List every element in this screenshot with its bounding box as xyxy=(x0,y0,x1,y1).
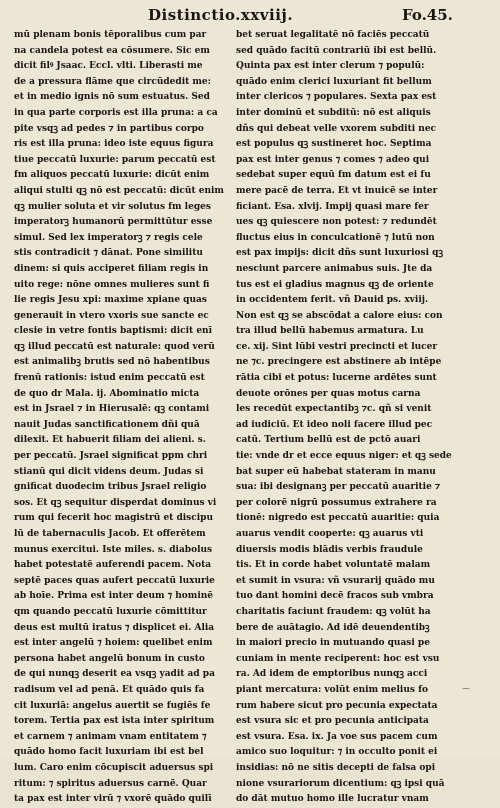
text-line: do dāt mutuo homo ille lucratur vnam xyxy=(236,794,429,805)
text-line: torem. Tertia pax est ista inter spiritum xyxy=(14,716,215,727)
text-line: ficiant. Esa. xlvij. Impij quasi mare fer xyxy=(236,201,429,212)
text-line: lum. Caro enim cōcupiscit aduersus spi xyxy=(14,762,214,773)
text-line: nauit Judas sanctificationem dñi quā xyxy=(14,419,200,430)
text-line: est pax impijs: dicit dñs sunt luxuriosi qꝫ xyxy=(236,248,444,259)
text-line: et carnem ⁊ animam vnam entitatem ⁊ xyxy=(14,731,207,742)
text-line: sedebat super equū fm datum est ei fu xyxy=(236,170,431,181)
text-line: stis contradicit ⁊ dānat. Pone similitu xyxy=(14,248,203,259)
text-line: nione vsurariorum dicentium: qꝫ ipsi quā xyxy=(236,778,445,789)
text-line: aliqui stulti qꝫ nō est peccatū: dicūt enim xyxy=(14,185,224,196)
text-line: fm aliquos peccatū luxurie: dicūt enim xyxy=(14,170,210,181)
text-line: est populus qꝫ sustineret hoc. Septima xyxy=(236,139,432,150)
text-line: uito rege: nōne omnes mulieres sunt fi xyxy=(14,279,210,290)
text-line: ris est illa pruna: ideo iste equus figura xyxy=(14,139,214,150)
text-line: catū. Tertium bellū est de pctō auari xyxy=(236,435,421,446)
text-line: bet seruat legalitatē nō faciēs peccatū xyxy=(236,30,430,40)
text-line: est inter angelū ⁊ hoiem: quelibet enim xyxy=(14,638,213,649)
text-line: est vsura. Esa. ix. Ja voe sus pacem cum xyxy=(236,731,438,742)
text-line: ues qꝫ quiescere non potest: ⁊ redundēt xyxy=(236,217,437,228)
text-line: ritum: ⁊ spiritus aduersus carnē. Quar xyxy=(14,778,207,789)
text-line: ce. xij. Sint lūbi vestri precincti et lucer xyxy=(236,341,438,352)
text-line: est animalibꝫ brutis sed nō habentibus xyxy=(14,357,210,368)
text-line: clesie in vetre fontis baptismi: dicit enī xyxy=(14,326,213,337)
text-line: tis. Et in corde habet voluntatē malam xyxy=(236,560,431,571)
text-line: amico suo loquitur: ⁊ in occulto ponit ei xyxy=(236,747,438,758)
text-line: sed quādo facitū contrariū ibi est bellū. xyxy=(236,45,437,56)
text-line: sua: ibi designanꝫ per peccatū auaritie ⁊ xyxy=(236,482,441,493)
folio-number: Fo.45. xyxy=(402,6,453,24)
text-line: tuo dant homini decē fracos sub vmbra xyxy=(236,591,434,602)
left-text-column xyxy=(14,28,232,808)
text-line: dilexit. Et habuerit filiam dei alieni. s. xyxy=(14,435,206,446)
text-line: de qui nunqꝫ deserit ea vsqꝫ yadit ad pa xyxy=(14,669,215,680)
text-line: est in Jsrael ⁊ in Hierusalē: qꝫ contami xyxy=(14,404,210,415)
text-line: rātia cibi et potus: lucerne ardētes sunt xyxy=(236,373,437,384)
text-line: diuersis modis blādis verbis fraudule xyxy=(236,544,423,555)
text-line: mū plenam bonis tēporalibus cum par xyxy=(14,30,207,40)
text-line: ra. Ad idem de emptoribus nunqꝫ acci xyxy=(236,669,428,680)
text-line: munus exercitui. Iste miles. s. diabolus xyxy=(14,544,213,555)
text-line: est vsura sic et pro pecunia anticipata xyxy=(236,716,429,727)
text-line: in maiori precio in mutuando quasi pe xyxy=(236,638,430,649)
text-line: tiue peccatū luxurie: parum peccatū est xyxy=(14,154,216,165)
text-line: auarus vendit cooperte: qꝫ auarus vti xyxy=(236,529,424,539)
text-line: tionē: nigredo est peccatū auaritie: quia xyxy=(236,513,440,524)
text-line: gnificat duodecim tribus Jsrael religio xyxy=(14,482,207,493)
right-text-column xyxy=(236,28,454,808)
text-line: bat super eū habebat stateram in manu xyxy=(236,466,436,477)
text-line: dinem: si quis acciperet filiam regis in xyxy=(14,263,209,274)
text-line: tus est ei gladius magnus qꝫ de oriente xyxy=(236,279,434,290)
text-line: imperatorꝫ humanorū permittūtur esse xyxy=(14,217,213,228)
text-line: de quo dr Mala. ij. Abominatio micta xyxy=(14,388,200,399)
text-line: inter clericos ⁊ populares. Sexta pax est xyxy=(236,92,437,103)
text-line: et in medio ignis nō sum estuatus. Sed xyxy=(14,92,210,103)
text-line: deus est multū iratus ⁊ displicet ei. Alia xyxy=(14,622,215,633)
text-line: in occidentem ferit. vñ Dauid ps. xviij. xyxy=(236,295,429,306)
text-line: charitatis faciunt fraudem: qꝫ volūt ha xyxy=(236,606,431,617)
text-line: ne ⁊c. precingere est abstinere ab intēpe xyxy=(236,357,442,368)
text-line: lū de tabernaculis Jacob. Et offerētem xyxy=(14,529,206,539)
text-line: per colorē nigrū possumus extrahere ra xyxy=(236,497,437,508)
text-line: nesciunt parcere animabus suis. Jte da xyxy=(236,263,433,274)
text-line: tra illud bellū habemus armatura. Lu xyxy=(236,326,424,337)
text-line: qꝫ mulier soluta et vir solutus fm leges xyxy=(14,201,211,212)
text-line: rum qui fecerit hoc magistrū et discipu xyxy=(14,513,213,524)
text-line: pite vsqꝫ ad pedes ⁊ in partibus corpo xyxy=(14,123,204,134)
text-line: simul. Sed lex imperatorꝫ ⁊ regis cele xyxy=(14,232,203,243)
text-line: quādo homo facit luxuriam ibi est bel xyxy=(14,747,204,758)
text-line: sos. Et qꝫ sequitur disperdat dominus vi xyxy=(14,497,217,508)
text-line: habet potestatē auferendi pacem. Nota xyxy=(14,560,212,571)
text-line: ad iudiciū. Et ideo noli facere illud pec xyxy=(236,419,433,430)
text-line: cuniam in mente reciperent: hoc est vsu xyxy=(236,653,440,664)
text-line: ta pax est inter virū ⁊ vxorē quādo quilī xyxy=(14,794,212,805)
text-line: stianū qui dicit videns deum. Judas si xyxy=(14,466,204,477)
text-line: Non est qꝫ se abscōdat a calore eius: con xyxy=(236,310,443,321)
text-line: mere pacē de terra. Et vt inuicē se inter xyxy=(236,185,438,196)
text-line: fluctus eius in conculcationē ⁊ lutū non xyxy=(236,232,435,243)
text-line: et sumit in vsura: vñ vsurarij quādo mu xyxy=(236,575,435,586)
text-line: na candela potest ea cōsumere. Sic em xyxy=(14,45,210,56)
text-line: persona habet angelū bonum in custo xyxy=(14,653,205,664)
text-line: piant mercatura: volūt enim melius fo xyxy=(236,684,428,695)
text-line: rum habere sicut pro pecunia expectata xyxy=(236,700,438,711)
text-line: septē paces quas aufert peccatū luxurie xyxy=(14,575,215,586)
text-line: pax est inter genus ⁊ comes ⁊ adeo qui xyxy=(236,154,430,165)
text-line: quādo enim clerici luxuriant fit bellum xyxy=(236,76,432,87)
text-line: in qua parte corporis est illa pruna: a ca xyxy=(14,107,218,118)
text-line: dicit filꝰ Jsaac. Eccl. vlti. Liberasti me xyxy=(14,61,203,72)
text-line: qm quando peccatū luxurie cōmittitur xyxy=(14,606,207,617)
text-line: lie regis Jesu xpi: maxime xpiane quas xyxy=(14,295,207,306)
text-line: radisum vel ad penā. Et quādo quis fa xyxy=(14,684,205,695)
text-line: per peccatū. Jsrael significat ppm chri xyxy=(14,451,208,462)
text-line: insidias: nō ne sitis decepti de falsa opi xyxy=(236,762,436,773)
text-line: ab hoīe. Prima est inter deum ⁊ hominē xyxy=(14,591,214,602)
text-line: generauit in vtero vxoris sue sancte ec xyxy=(14,310,209,321)
text-line: cit luxuriā: angelus auertit se fugiēs fe xyxy=(14,700,211,711)
text-line: frenū rationis: istud enim peccatū est xyxy=(14,373,205,384)
text-line: tie: vnde dr et ecce equus niger: et qꝫ sede xyxy=(236,451,452,462)
text-line: bere de auātagio. Ad idē deuendentibꝫ xyxy=(236,622,430,633)
margin-annotation: ⁓ xyxy=(462,684,470,693)
text-line: Quinta pax est inter clerum ⁊ populū: xyxy=(236,61,425,72)
text-line: dñs qui debeat velle vxorem subditi nec xyxy=(236,123,437,134)
text-line: qꝫ illud peccatū est naturale: quod verū xyxy=(14,341,215,352)
running-header-title: Distinctio.xxviij. xyxy=(148,6,294,24)
text-line: de a pressura flāme que circūdedit me: xyxy=(14,76,211,87)
text-line: les recedūt expectantibꝫ ⁊c. qñ si venit xyxy=(236,404,432,415)
text-line: inter dominū et subditū: nō est aliquis xyxy=(236,107,431,118)
text-line: deuote orōnes per quas motus carna xyxy=(236,388,421,399)
